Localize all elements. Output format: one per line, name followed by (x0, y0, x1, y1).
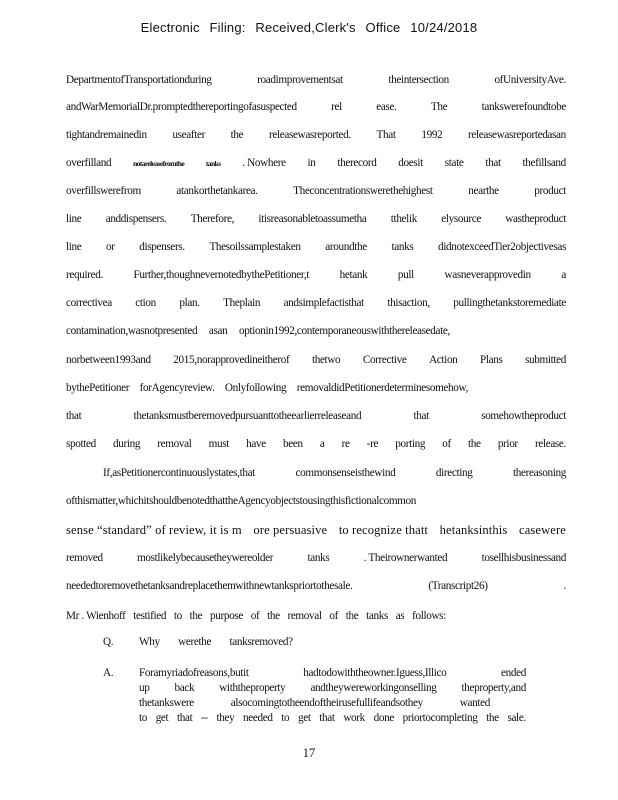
word: plan. (179, 297, 200, 309)
body-line (66, 552, 566, 564)
body-line (66, 157, 566, 169)
word: asan (208, 325, 228, 337)
word: hetanksinthis (439, 523, 508, 537)
word: thetankswere (139, 697, 194, 709)
word: Onlyfollowing (224, 382, 287, 394)
word: casewere (519, 523, 566, 537)
word: norbetween1993and (66, 354, 151, 366)
word: ofthismatter,whichitshouldbenotedthattheAgencyobjectstousingthisfictionalcommon (66, 495, 417, 507)
answer-label: A. (103, 667, 114, 679)
word: to (281, 712, 290, 724)
word: wastheproduct (505, 213, 566, 225)
word: product (534, 185, 566, 197)
word: tanks (391, 241, 414, 253)
body-line (66, 580, 566, 592)
word: If,asPetitionercontinuouslystates,that (103, 467, 255, 479)
word: pull (397, 269, 414, 281)
word: the (345, 610, 359, 622)
word: thefillsand (522, 157, 566, 169)
body-line (66, 269, 566, 281)
word: That (376, 129, 396, 141)
word: removal (287, 610, 322, 622)
word: tthelik (390, 213, 417, 225)
word: commonsenseisthewind (295, 467, 396, 479)
word: andWarMemorialDr.promptedthereportingofasuspected (66, 101, 297, 113)
word: wanted (459, 697, 490, 709)
word: Theplain (223, 297, 261, 309)
body-line (66, 382, 468, 394)
word: roadimprovementsat (257, 74, 343, 86)
word: follows: (412, 610, 446, 622)
word: andsimplefactisthat (283, 297, 364, 309)
word: 2015,norapprovedineitherof (173, 354, 290, 366)
word: rel (331, 101, 342, 113)
word: to recognize thatt (338, 523, 429, 537)
body-line (66, 74, 566, 86)
word: work (343, 712, 365, 724)
word: Mr . Wienhoff (66, 610, 126, 622)
filing-header: Electronic Filing: Received,Clerk's Office 10/24/2018 (140, 20, 478, 35)
word: . Theirownerwanted (363, 552, 448, 564)
word: aroundthe (325, 241, 367, 253)
word: that (176, 712, 193, 724)
word: pullingthetankstoremediate (453, 297, 566, 309)
word: alsocomingtotheendoftheirusefullifeandsothey (230, 697, 423, 709)
word: overfillswerefrom (66, 185, 141, 197)
word: (Transcript26) (428, 580, 488, 592)
word: get (155, 712, 169, 724)
word: dispensers. (139, 241, 185, 253)
word: withtheproperty (219, 682, 286, 694)
body-line (66, 101, 566, 113)
page-number: 17 (302, 746, 316, 760)
word: sense “standard” of review, it is m (66, 523, 242, 537)
word: ended (501, 667, 526, 679)
word: removed (66, 552, 103, 564)
word: ease. (376, 101, 397, 113)
word: thisaction, (387, 297, 430, 309)
body-line (66, 610, 446, 622)
word: to (173, 610, 182, 622)
word: of (250, 610, 260, 622)
word: neededtoremovethetanksandreplacethemwithnewtankspriortothesale. (66, 580, 353, 592)
word: or (106, 241, 115, 253)
body-line (66, 523, 566, 538)
word: didnotexceedTier2objectivesas (437, 241, 566, 253)
word: the (189, 610, 203, 622)
word: . Nowhere (242, 157, 286, 169)
word: The (430, 101, 448, 113)
body-line (103, 467, 566, 479)
word: contamination,wasnotpresented (66, 325, 198, 337)
word: to (139, 712, 148, 724)
word: optionin1992,contemporaneouswiththereleasedate, (239, 325, 450, 337)
word: notareleasefromthe (133, 159, 185, 168)
word: in (307, 157, 316, 169)
word: itisreasonabletoassumetha (258, 213, 367, 225)
word: bythePetitioner (66, 382, 130, 394)
word: testified (133, 610, 167, 622)
word: releasewasreportedasan (468, 129, 566, 141)
body-line (66, 438, 566, 450)
word: Further,thoughnevernotedbythePetitioner,t (133, 269, 310, 281)
body-line (66, 241, 566, 253)
word: tightandremainedin (66, 129, 147, 141)
word: thetwo (311, 354, 341, 366)
word: therecord (337, 157, 377, 169)
word: wasneverapprovedin (444, 269, 531, 281)
word: that (413, 410, 429, 422)
word: hetank (339, 269, 368, 281)
word: nearthe (468, 185, 499, 197)
word: mostlikelybecausetheywereolder (137, 552, 274, 564)
word: of (329, 610, 339, 622)
word: directing (435, 467, 473, 479)
word: overfilland (66, 157, 112, 169)
body-line (66, 410, 566, 422)
word: Action (429, 354, 458, 366)
word: purpose (210, 610, 243, 622)
word: state (444, 157, 464, 169)
word: removaldidPetitionerdeterminesomehow, (296, 382, 468, 394)
word: 1992 (421, 129, 443, 141)
word: needed (243, 712, 273, 724)
word: spotted (66, 438, 96, 450)
word: get (297, 712, 311, 724)
word: hadtodowiththeowner.Iguess,Illico (303, 667, 447, 679)
word: priortocompleting (402, 712, 478, 724)
word: submitted (525, 354, 566, 366)
word: a (319, 438, 325, 450)
question-text: Why werethe tanksremoved? (139, 636, 293, 648)
word: atankorthetankarea. (176, 185, 258, 197)
word: -- (201, 712, 208, 724)
word: done (373, 712, 394, 724)
word: Therefore, (190, 213, 235, 225)
word: that (66, 410, 82, 422)
word: been (282, 438, 303, 450)
word: theintersection (388, 74, 449, 86)
word: that (485, 157, 501, 169)
word: of (442, 438, 451, 450)
word: thetanksmustberemovedpursuanttotheearlierreleaseand (133, 410, 362, 422)
word: they (216, 712, 235, 724)
word: must (208, 438, 229, 450)
word: somehowtheproduct (481, 410, 566, 422)
word: the (267, 610, 280, 622)
word: prior (497, 438, 518, 450)
word: the (230, 129, 244, 141)
word: as (395, 610, 405, 622)
word: -re (366, 438, 379, 450)
word: during (113, 438, 141, 450)
word: tanks (205, 159, 221, 168)
body-line (66, 325, 450, 337)
word: line (66, 241, 82, 253)
body-line (66, 354, 566, 366)
word: tankswerefoundtobe (481, 101, 566, 113)
word: Theconcentrationswerethehighest (293, 185, 433, 197)
word: DepartmentofTransportationduring (66, 74, 212, 86)
question-label: Q. (103, 636, 114, 648)
word: release. (534, 438, 566, 450)
word: required. (66, 269, 103, 281)
word: ofUniversityAve. (494, 74, 566, 86)
word: line (66, 213, 82, 225)
body-line (66, 213, 566, 225)
word: sale. (507, 712, 526, 724)
answer-line (139, 697, 490, 709)
word: have (246, 438, 266, 450)
word: Plans (479, 354, 503, 366)
word: re (341, 438, 350, 450)
answer-line (139, 667, 526, 679)
word: Corrective (362, 354, 407, 366)
word: a (561, 269, 566, 281)
word: andtheywereworkingonselling (310, 682, 437, 694)
body-line (66, 185, 566, 197)
word: ore persuasive (253, 523, 328, 537)
word: tanks (307, 552, 330, 564)
word: useafter (172, 129, 205, 141)
word: back (174, 682, 195, 694)
word: removal (157, 438, 192, 450)
word: . (563, 580, 566, 592)
word: thereasoning (513, 467, 566, 479)
word: tosellhisbusinessand (481, 552, 566, 564)
word: elysource (441, 213, 481, 225)
word: the (468, 438, 481, 450)
body-line (66, 129, 566, 141)
word: that (319, 712, 335, 724)
word: anddispensers. (105, 213, 167, 225)
word: up (139, 682, 150, 694)
word: Foramyriadofreasons,butit (139, 667, 249, 679)
word: theproperty,and (461, 682, 526, 694)
word: tanks (366, 610, 388, 622)
word: correctivea (66, 297, 112, 309)
answer-line (139, 712, 526, 724)
body-line (66, 297, 566, 309)
word: porting (395, 438, 426, 450)
answer-line (139, 682, 526, 694)
word: ction (135, 297, 156, 309)
body-line (66, 495, 417, 507)
word: doesit (398, 157, 423, 169)
word: releasewasreported. (268, 129, 351, 141)
word: forAgencyreview. (139, 382, 215, 394)
word: the (486, 712, 499, 724)
word: Thesoilssamplestaken (209, 241, 301, 253)
